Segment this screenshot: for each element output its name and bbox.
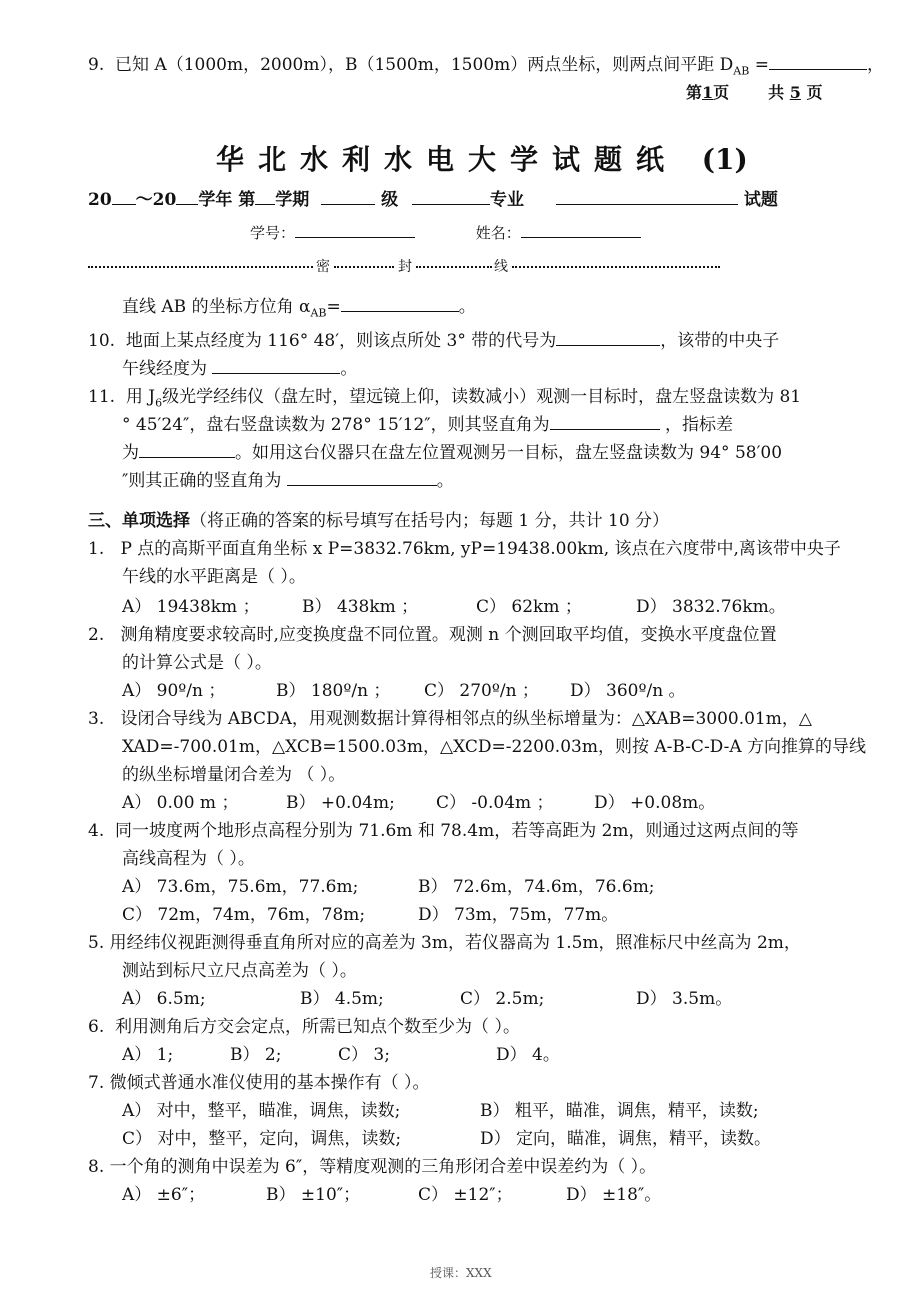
mc-5-opt-a: A） 6.5m;: [122, 989, 206, 1009]
mc-8-opt-c: C） ±12″；: [418, 1185, 513, 1205]
mc-5-line2: 测站到标尺立尺点高差为（ ）。: [122, 961, 357, 981]
question-10-line2: 午线经度为 。: [122, 359, 358, 379]
question-11-line3: 为 。如用这台仪器只在盘左位置观测另一目标，盘左竖盘读数为 94° 58′00: [122, 443, 783, 463]
mc-4: 4. 同一坡度两个地形点高程分别为 71.6m 和 78.4m，若等高距为 2m，则通过这两点间的等: [88, 821, 799, 841]
mc-8-opt-d: D） ±18″。: [566, 1185, 662, 1205]
mc-6-opt-d: D） 4。: [496, 1045, 560, 1065]
mc-1-opt-a: A） 19438km ；: [122, 597, 260, 617]
mc-4-opt-b: B） 72.6m，74.6m，76.6m;: [418, 877, 655, 897]
question-11: 11. 用 $J_6$级光学经纬仪（盘左时，望远镜上仰，读数减小）观测一目标时，盘左竖盘读数为 81: [88, 387, 802, 410]
q9-continuation: 直线 AB 的坐标方位角 $\alpha_{AB}=$ 。: [122, 297, 476, 320]
mc-3: 3. 设闭合导线为 ABCDA，用观测数据计算得相邻点的纵坐标增量为：△XAB=3000.01m，△: [88, 709, 812, 729]
question-11-line4: ″则其正确的竖直角为 。: [122, 471, 454, 491]
question-10: 10. 地面上某点经度为 116° 48′，则该点所处 3° 带的代号为 ，该带的中央子: [88, 331, 780, 351]
mc-3-opt-d: D） +0.08m。: [594, 793, 716, 813]
mc-2-opt-d: D） 360º/n 。: [570, 681, 686, 701]
mc-3-line3: 的纵坐标增量闭合差为 （ ）。: [122, 765, 346, 785]
mc-5-opt-c: C） 2.5m;: [460, 989, 545, 1009]
mc-2-line2: 的计算公式是（ ）。: [122, 653, 272, 673]
mc-5-opt-d: D） 3.5m。: [636, 989, 733, 1009]
mc-1-opt-b: B） 438km ；: [302, 597, 419, 617]
header-semester-line: 20 ～20 学年 第 学期 级 专业 试题: [88, 190, 778, 210]
mc-6-opt-c: C） 3;: [338, 1045, 390, 1065]
page-info: 第1页 共 5 页: [686, 83, 823, 102]
mc-8-opt-a: A） ±6″；: [122, 1185, 206, 1205]
mc-2-opt-b: B） 180º/n ；: [276, 681, 391, 701]
mc-4-opt-c: C） 72m，74m，76m，78m;: [122, 905, 366, 925]
mc-8-opt-b: B） ±10″；: [266, 1185, 361, 1205]
footer-instructor: 授课：XXX: [430, 1266, 492, 1280]
page-title: 华北水利水电大学试题纸 (1): [216, 143, 748, 176]
mc-7: 7. 微倾式普通水准仪使用的基本操作有（ ）。: [88, 1073, 430, 1093]
mc-1-line2: 午线的水平距离是（ ）。: [122, 567, 306, 587]
header-student-line: 学号： 姓名：: [250, 222, 641, 243]
mc-3-opt-a: A） 0.00 m ；: [122, 793, 239, 813]
seal-line: 密 封 线: [88, 256, 720, 276]
section-3-heading: 三、单项选择（将正确的答案的标号填写在括号内；每题 1 分，共计 10 分）: [88, 511, 670, 531]
mc-2-opt-c: C） 270º/n ；: [424, 681, 539, 701]
mc-5-opt-b: B） 4.5m;: [300, 989, 384, 1009]
mc-7-opt-c: C） 对中，整平，定向，调焦，读数;: [122, 1129, 402, 1149]
question-11-line2: ° 45′24″，盘右竖盘读数为 278° 15′12″，则其竖直角为 ，指标差: [122, 415, 734, 435]
mc-1-opt-c: C） 62km ；: [476, 597, 582, 617]
mc-7-opt-b: B） 粗平，瞄准，调焦，精平，读数;: [480, 1101, 759, 1121]
mc-4-opt-a: A） 73.6m，75.6m，77.6m;: [122, 877, 359, 897]
mc-1: 1. P 点的高斯平面直角坐标 x P=3832.76km, yP=19438.00km, 该点在六度带中,离该带中央子: [88, 539, 841, 559]
mc-5: 5. 用经纬仪视距测得垂直角所对应的高差为 3m，若仪器高为 1.5m，照准标尺中丝高为 2m，: [88, 933, 801, 953]
mc-6-opt-a: A） 1;: [122, 1045, 174, 1065]
mc-2: 2. 测角精度要求较高时,应变换度盘不同位置。观测 n 个测回取平均值，变换水平度盘位置: [88, 625, 777, 645]
mc-1-opt-d: D） 3832.76km。: [636, 597, 786, 617]
mc-6-opt-b: B） 2;: [230, 1045, 282, 1065]
mc-4-opt-d: D） 73m，75m，77m。: [418, 905, 619, 925]
q9-line: 9. 已知 A（1000m，2000m），B（1500m，1500m）两点坐标，则两点间平距 $D_{AB}$ = ，: [88, 55, 884, 78]
mc-6: 6. 利用测角后方交会定点，所需已知点个数至少为（ ）。: [88, 1017, 520, 1037]
mc-7-opt-d: D） 定向，瞄准，调焦，精平，读数。: [480, 1129, 772, 1149]
mc-3-opt-c: C） -0.04m ；: [436, 793, 554, 813]
mc-4-line2: 高线高程为（ ）。: [122, 849, 255, 869]
mc-8: 8. 一个角的测角中误差为 6″，等精度观测的三角形闭合差中误差约为（ ）。: [88, 1157, 657, 1177]
mc-3-line2: XAD=-700.01m，△XCB=1500.03m，△XCD=-2200.03m，则按 A-B-C-D-A 方向推算的导线: [122, 737, 867, 757]
mc-3-opt-b: B） +0.04m;: [286, 793, 395, 813]
mc-7-opt-a: A） 对中，整平，瞄准，调焦，读数;: [122, 1101, 401, 1121]
mc-2-opt-a: A） 90º/n ；: [122, 681, 226, 701]
